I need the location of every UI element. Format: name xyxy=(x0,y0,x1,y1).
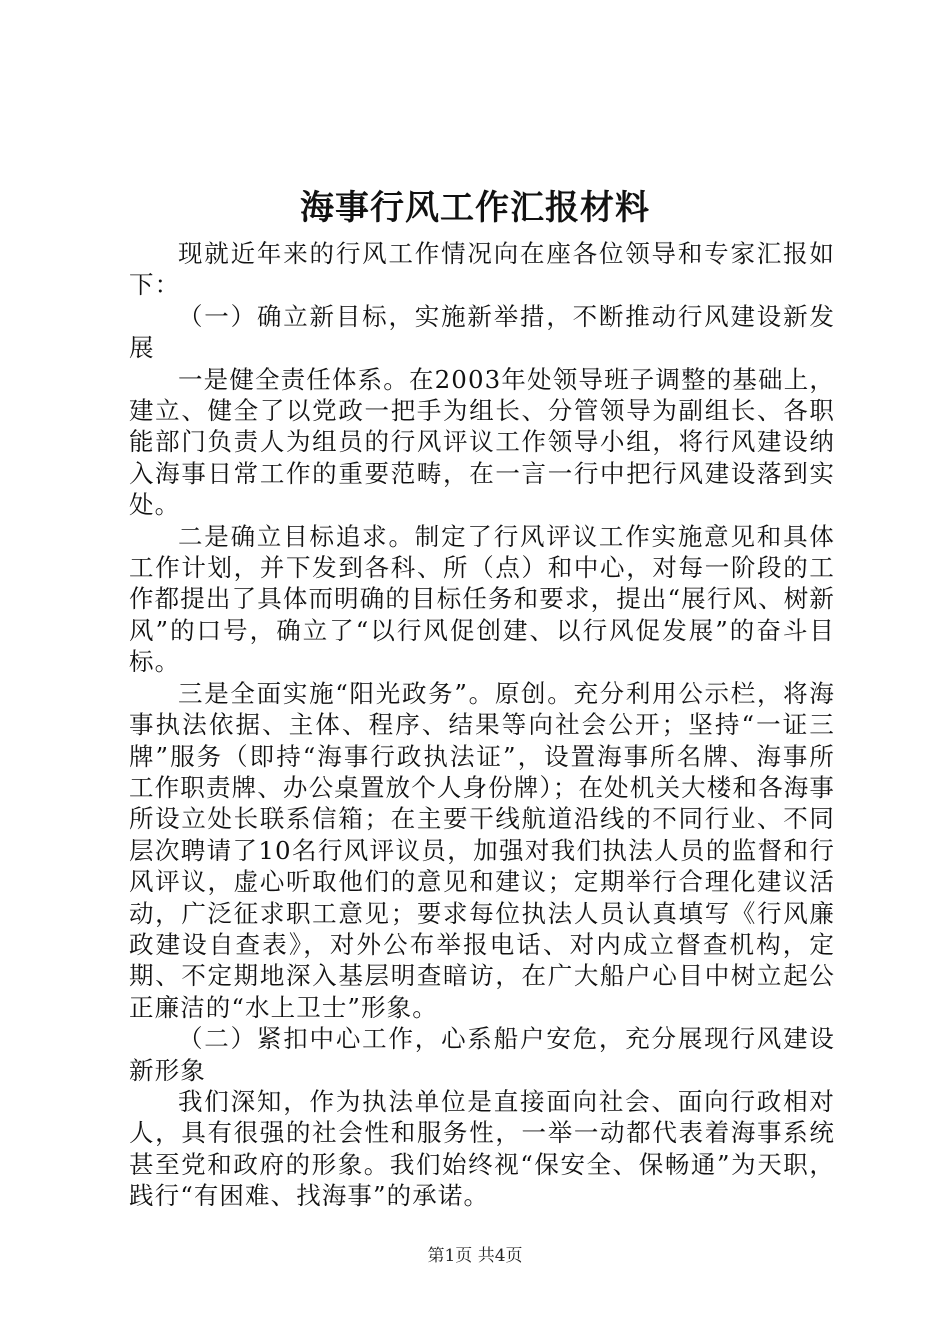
paragraph-goals: 二是确立目标追求。制定了行风评议工作实施意见和具体工作计划，并下发到各科、所（点）和中心，对每一阶段的工作都提出了具体而明确的目标任务和要求，提出“展行风、树新风”的口号，确立了“以行风促创建、以行风促发展”的奋斗目标。 xyxy=(129,521,835,677)
paragraph-awareness: 我们深知，作为执法单位是直接面向社会、面向行政相对人，具有很强的社会性和服务性，一举一动都代表着海事系统甚至党和政府的形象。我们始终视“保安全、保畅通”为天职，践行“有困难、找海事”的承诺。 xyxy=(129,1086,835,1211)
document-body xyxy=(129,238,835,1212)
intro-paragraph: 现就近年来的行风工作情况向在座各位领导和专家汇报如下： xyxy=(129,239,835,300)
document-title: 海事行风工作汇报材料 xyxy=(300,188,650,228)
paragraph-responsibility: 一是健全责任体系。在2003年处领导班子调整的基础上，建立、健全了以党政一把手为组长、分管领导为副组长、各职能部门负责人为组员的行风评议工作领导小组，将行风建设纳入海事日常工作的重要范畴，在一言一行中把行风建设落到实处。 xyxy=(129,364,835,520)
page-footer: 第1页 共4页 xyxy=(427,1246,523,1266)
paragraph-sunshine-affairs: 三是全面实施“阳光政务”。原创。充分利用公示栏，将海事执法依据、主体、程序、结果等向社会公开；坚持“一证三牌”服务（即持“海事行政执法证”，设置海事所名牌、海事所工作职责牌、办公桌置放个人身份牌）；在处机关大楼和各海事所设立处长联系信箱；在主要干线航道沿线的不同行业、不同层次聘请了10名行风评议员，加强对我们执法人员的监督和行风评议，虚心听取他们的意见和建议；定期举行合理化建议活动，广泛征求职工意见；要求每位执法人员认真填写《行风廉政建设自查表》，对外公布举报电话、对内成立督查机构，定期、不定期地深入基层明查暗访，在广大船户心目中树立起公正廉洁的“水上卫士”形象。 xyxy=(129,678,835,1022)
section-heading-1: （一）确立新目标，实施新举措，不断推动行风建设新发展 xyxy=(129,301,835,363)
section-heading-2: （二）紧扣中心工作，心系船户安危，充分展现行风建设新形象 xyxy=(129,1024,835,1085)
